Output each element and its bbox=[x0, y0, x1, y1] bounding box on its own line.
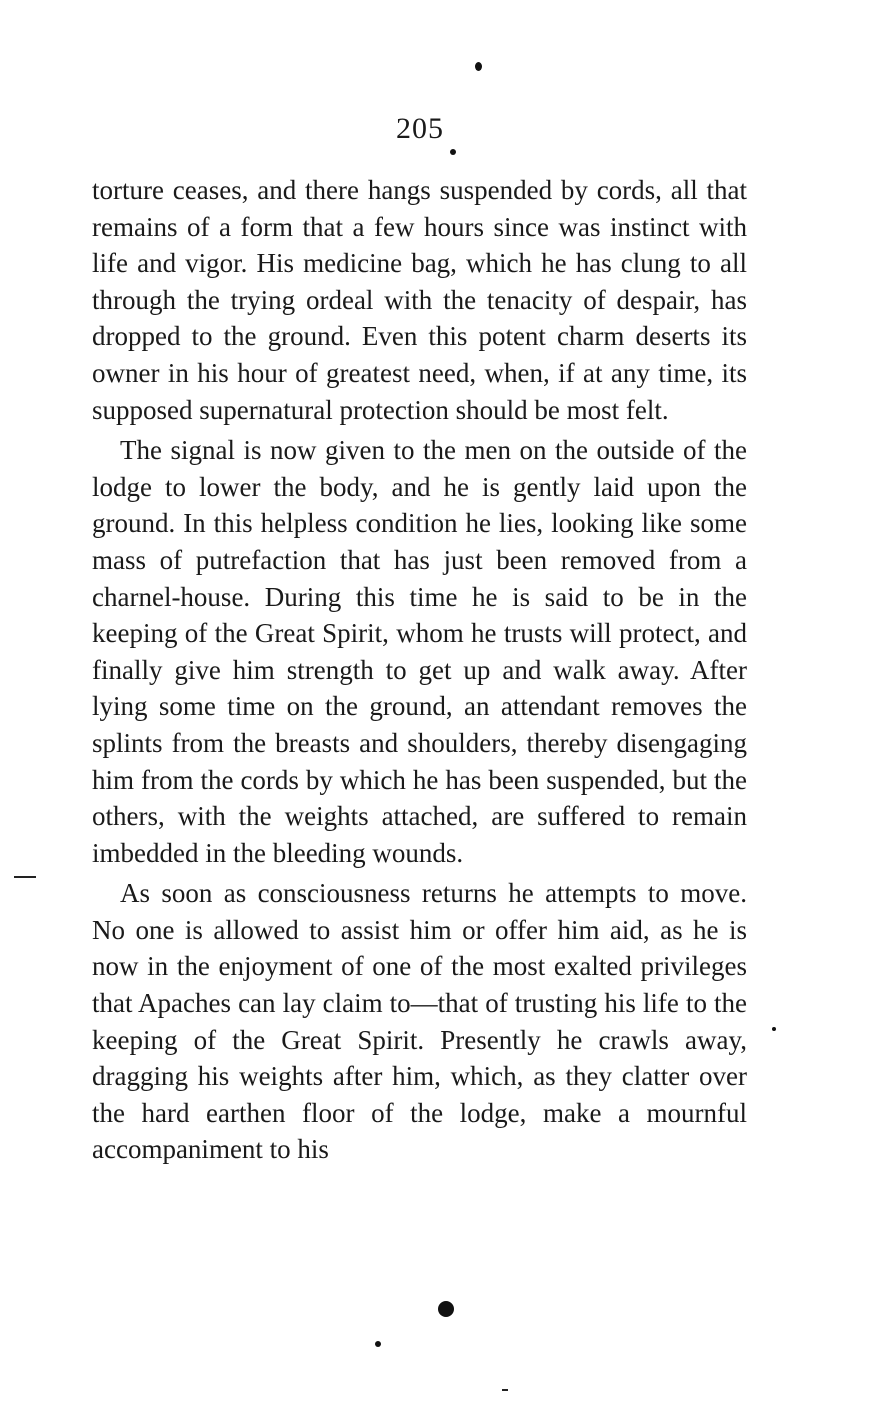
ink-speck-bottom bbox=[375, 1341, 381, 1347]
ink-speck-right bbox=[772, 1027, 776, 1031]
ink-blot-bottom bbox=[438, 1301, 454, 1317]
page-number: 205 bbox=[396, 112, 444, 145]
paragraph-1: torture ceases, and there hangs suspended by cords, all that remains of a form that a few hours since was instinct with life and vigor. His medicine bag, which he has clung to all through the trying ordeal with the tenacity of despair, has dropped to the ground. Even this potent charm deserts its owner in his hour of greatest need, when, if at any time, its supposed supernatural protection should be most felt. bbox=[92, 175, 747, 425]
ink-mark-bottom bbox=[502, 1389, 508, 1391]
ink-speck-top bbox=[475, 62, 482, 71]
margin-mark-left bbox=[14, 876, 36, 878]
ink-speck-number bbox=[450, 149, 456, 155]
paragraph-3: As soon as consciousness returns he attempts to move. No one is allowed to assist him or offer him aid, as he is now in the enjoyment of one of the most exalted privileges that Apaches can lay claim to—that of trusting his life to the keeping of the Great Spirit. Presently he crawls away, dragging his weights after him, which, as they clatter over the hard earthen floor of the lodge, make a mournful accompaniment to his bbox=[92, 878, 747, 1165]
body-text bbox=[92, 172, 747, 1168]
paragraph-2: The signal is now given to the men on the outside of the lodge to lower the body, and he is gently laid upon the ground. In this helpless condition he lies, looking like some mass of putrefaction that has just been removed from a charnel-house. During this time he is said to be in the keeping of the Great Spirit, whom he trusts will protect, and finally give him strength to get up and walk away. After lying some time on the ground, an attendant removes the splints from the breasts and shoulders, thereby disengaging him from the cords by which he has been suspended, but the others, with the weights attached, are suffered to remain imbedded in the bleeding wounds. bbox=[92, 435, 747, 868]
